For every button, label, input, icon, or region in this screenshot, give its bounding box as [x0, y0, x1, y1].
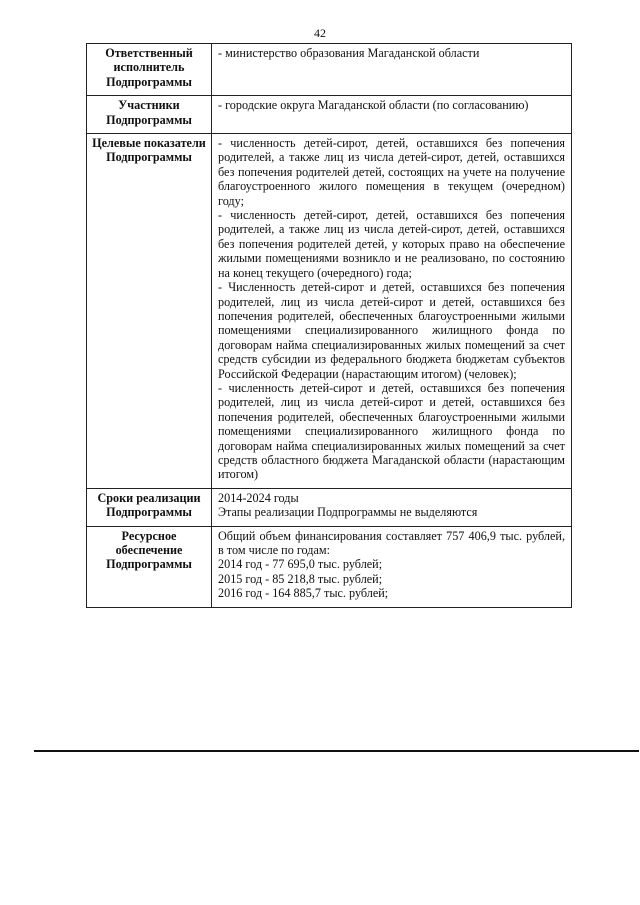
value-line: 2014 год - 77 695,0 тыс. рублей;	[218, 557, 383, 572]
row-value	[212, 96, 572, 134]
row-value	[212, 488, 572, 526]
row-value	[212, 134, 572, 489]
value-line: - министерство образования Магаданской области	[218, 46, 480, 60]
table-row-implementation-period	[87, 488, 572, 526]
value-line: - численность детей-сирот и детей, оставшихся без попечения родителей, лиц из числа детей-сирот и детей, оставшихся без попечения родителей, обеспеченных благоустроенными жилыми помещениями специализированного жилищного фонда по договорам найма специализированных жилых помещений за счет средств областного бюджета Магаданской области (нарастающим итогом)	[218, 380, 565, 482]
row-label: Сроки реализации Подпрограммы	[87, 488, 212, 526]
row-label: Ответственный исполнитель Подпрограммы	[87, 44, 212, 96]
row-value	[212, 44, 572, 96]
value-line: - Численность детей-сирот и детей, оставшихся без попечения родителей, лиц из числа детей-сирот и детей, оставшихся без попечения родителей, обеспеченных благоустроенными жилыми помещениями специализированного жилищного фонда по договорам найма специализированных жилых помещений за счет средств субсидии из федерального бюджета бюджетам субъектов Российской Федерации (нарастающим итогом) (человек);	[218, 280, 565, 381]
value-line: - городские округа Магаданской области (по согласованию)	[218, 98, 529, 113]
value-line: 2016 год - 164 885,7 тыс. рублей;	[218, 586, 389, 601]
table-row-participants	[87, 96, 572, 134]
value-line: 2015 год - 85 218,8 тыс. рублей;	[218, 571, 383, 586]
table-row-resource-support	[87, 526, 572, 607]
row-value	[212, 526, 572, 607]
row-label: Участники Подпрограммы	[87, 96, 212, 134]
footer-divider	[34, 750, 639, 752]
value-line: - численность детей-сирот, детей, оставшихся без попечения родителей, а также лиц из числа детей-сирот, детей, оставшихся без попечения родителей детей, у которых право на обеспечение жилыми помещениями возникло и не реализовано, по состоянию на конец текущего (очередного) года;	[218, 208, 565, 280]
value-line: 2014-2024 годы	[218, 490, 299, 505]
value-line: - численность детей-сирот, детей, оставшихся без попечения родителей, а также лиц из числа детей-сирот, детей, оставшихся без попечения родителей детей, состоящих на учете на получение благоустроенного жилого помещения в текущем (очередном) году;	[218, 136, 565, 208]
row-label: Целевые показатели Подпрограммы	[87, 134, 212, 489]
table-row-responsible-executor	[87, 44, 572, 96]
value-line: Общий объем финансирования составляет 757 406,9 тыс. рублей, в том числе по годам:	[218, 528, 565, 557]
subprogram-passport-table	[86, 43, 572, 608]
table-row-target-indicators	[87, 134, 572, 489]
value-line: Этапы реализации Подпрограммы не выделяются	[218, 505, 478, 520]
row-label: Ресурсное обеспечение Подпрограммы	[87, 526, 212, 607]
page-number: 42	[314, 26, 326, 40]
